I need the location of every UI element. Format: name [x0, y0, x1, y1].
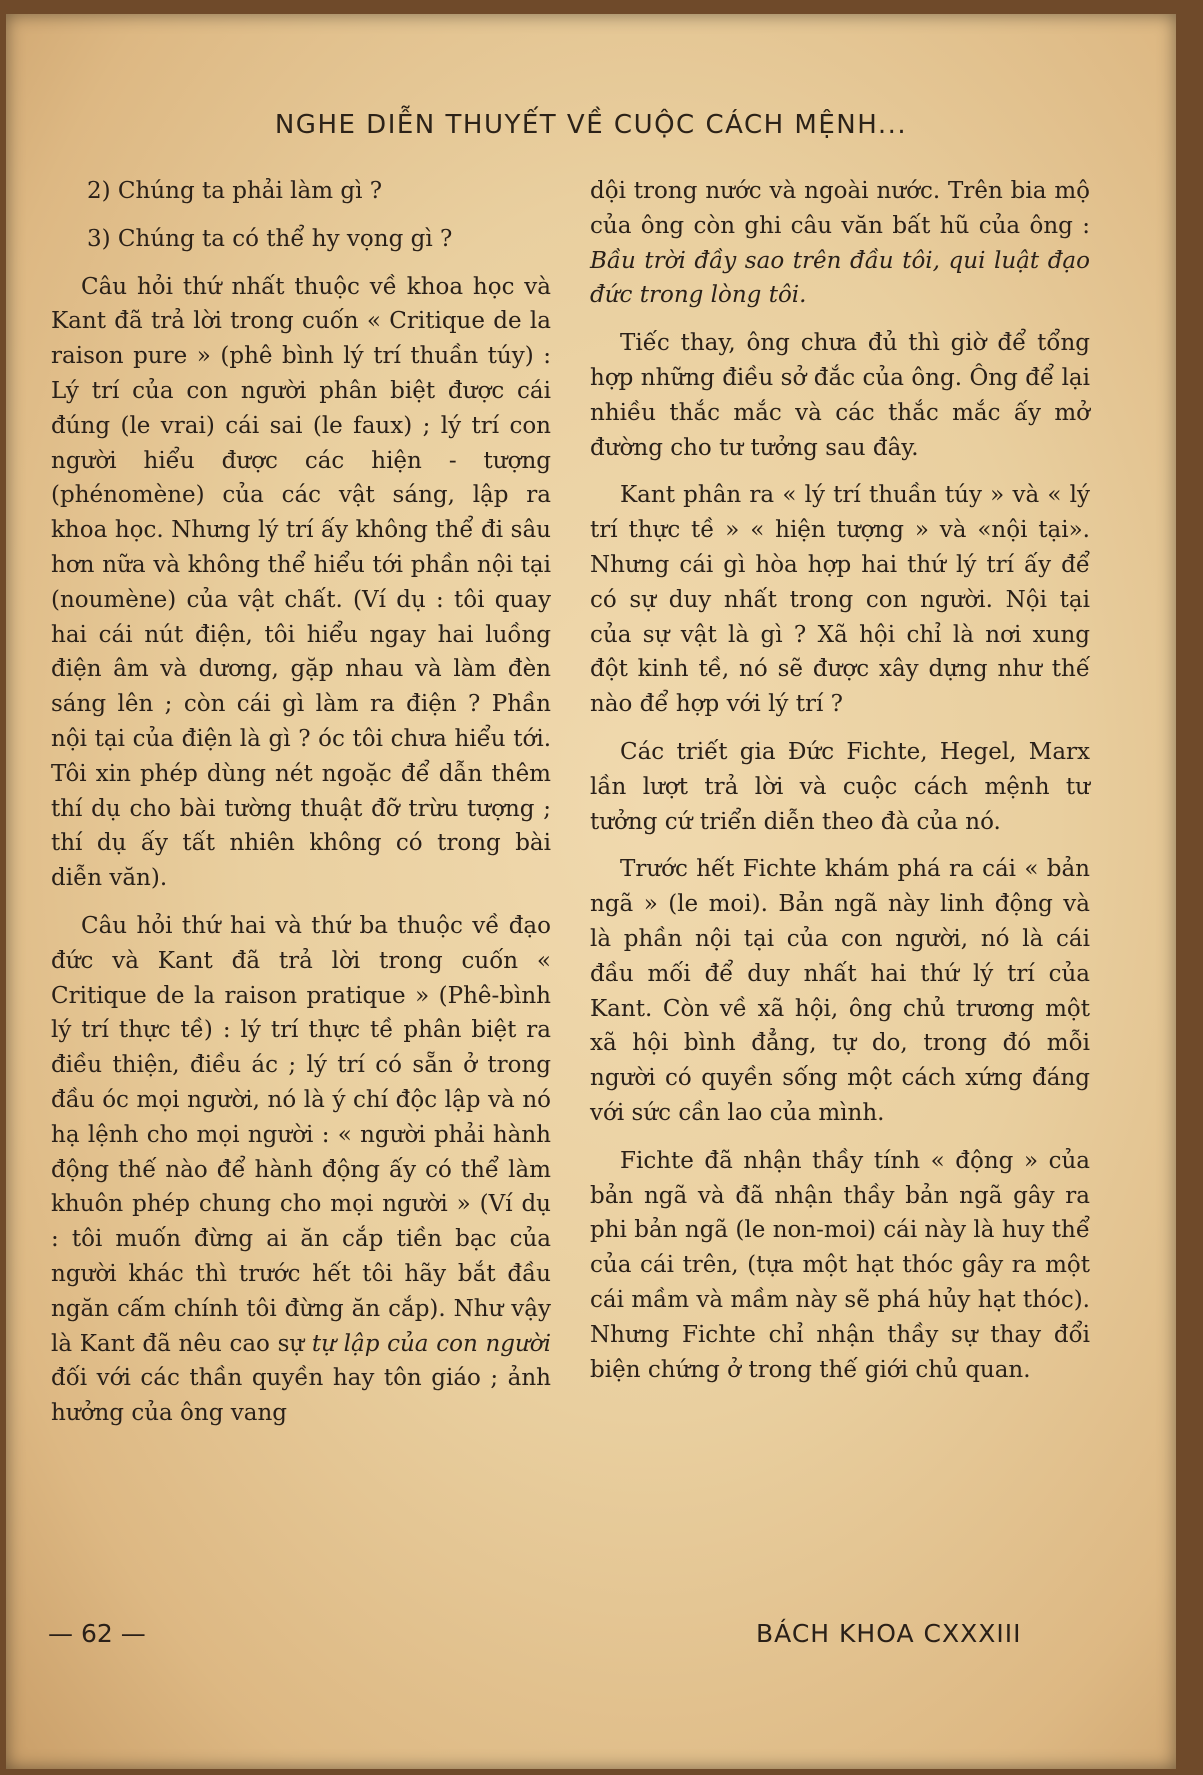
paragraph-kant-division: Kant phân ra « lý trí thuần túy » và « lý trí thực tề » « hiện tượng » và «nội tại». Nhưng cái gì hòa hợp hai thứ lý trí ấy để có sự duy nhất trong con người. Nội tại của sự vật là gì ? Xã hội chỉ là nơi xung đột kinh tề, nó sẽ được xây dựng như thế nào để hợp với lý trí ?: [590, 482, 1090, 718]
right-column: [590, 174, 1090, 1400]
paragraph-fichte-dynamic: Fichte đã nhận thầy tính « động » của bản ngã và đã nhận thầy bản ngã gây ra phi bản ngã (le non-moi) cái này là huy thể của cái trên, (tựa một hạt thóc gây ra một cái mầm và mầm này sẽ phá hủy hạt thóc). Nhưng Fichte chỉ nhận thầy sự thay đổi biện chứng ở trong thế giới chủ quan.: [590, 1147, 1090, 1383]
paragraph-philosophers: Các triết gia Đức Fichte, Hegel, Marx lần lượt trả lời và cuộc cách mệnh tư tưởng cứ triển diễn theo đà của nó.: [590, 738, 1090, 835]
question-3: 3) Chúng ta có thể hy vọng gì ?: [87, 225, 453, 252]
text-span: Câu hỏi thứ hai và thứ ba thuộc về đạo đức và Kant đã trả lời trong cuốn « Critique de la raison pratique » (Phê-bình lý trí thực tề) : lý trí thực tề phân biệt ra điều thiện, điều ác ; lý trí có sẵn ở trong đầu óc mọi người, nó là ý chí độc lập và nó hạ lệnh cho mọi người : « người phải hành động thế nào để hành động ấy có thể làm khuôn phép chung cho mọi người » (Ví dụ : tôi muốn đừng ai ăn cắp tiền bạc của người khác thì trước hết tôi hãy bắt đầu ngăn cấm chính tôi đừng ăn cắp). Như vậy là Kant đã nêu cao sự: [51, 912, 551, 1357]
paragraph-first-question: Câu hỏi thứ nhất thuộc về khoa học và Kant đã trả lời trong cuốn « Critique de la raison pure » (phê bình lý trí thuần túy) : Lý trí của con người phân biệt được cái đúng (le vrai) cái sai (le faux) ; lý trí con người hiểu được các hiện - tượng (phénomène) của các vật sáng, lập ra khoa học. Nhưng lý trí ấy không thể đi sâu hơn nữa và không thể hiểu tới phần nội tại (noumène) của vật chất. (Ví dụ : tôi quay hai cái nút điện, tôi hiểu ngay hai luồng điện âm và dương, gặp nhau và làm đèn sáng lên ; còn cái gì làm ra điện ? Phần nội tại của điện là gì ? óc tôi chưa hiểu tới. Tôi xin phép dùng nét ngoặc để dẫn thêm thí dụ cho bài tường thuật đỡ trừu tượng ; thí dụ ấy tất nhiên không có trong bài diễn văn).: [51, 273, 551, 892]
page-header: NGHE DIỄN THUYẾT VỀ CUỘC CÁCH MỆNH...: [274, 110, 908, 140]
paragraph-regret: Tiếc thay, ông chưa đủ thì giờ để tổng hợp những điều sở đắc của ông. Ông để lại nhiều thắc mắc và các thắc mắc ấy mở đường cho tư tưởng sau đây.: [590, 330, 1090, 461]
text-span: đối với các thần quyền hay tôn giáo ; ảnh hưởng của ông vang: [51, 1365, 551, 1427]
page-paper: [6, 14, 1176, 1769]
publication-name: BÁCH KHOA CXXXIII: [756, 1619, 1022, 1648]
left-column: [51, 174, 551, 1444]
page-number: — 62 —: [48, 1619, 146, 1648]
paragraph-continuation: [590, 174, 1090, 313]
text-span: dội trong nước và ngoài nước. Trên bia mộ của ông còn ghi câu văn bất hũ của ông :: [590, 178, 1090, 239]
paragraph-second-question: [51, 909, 551, 1431]
question-2: 2) Chúng ta phải làm gì ?: [87, 178, 383, 204]
italic-quote: Bầu trời đầy sao trên đầu tôi, qui luật đạo đức trong lòng tôi.: [590, 247, 1090, 309]
italic-phrase: tự lập của con người: [311, 1330, 551, 1357]
paragraph-fichte-ego: Trước hết Fichte khám phá ra cái « bản ngã » (le moi). Bản ngã này linh động và là phần nội tại của con người, nó là cái đầu mối để duy nhất hai thứ lý trí của Kant. Còn về xã hội, ông chủ trương một xã hội bình đẳng, tự do, trong đó mỗi người có quyền sống một cách xứng đáng với sức cần lao của mình.: [590, 856, 1090, 1126]
